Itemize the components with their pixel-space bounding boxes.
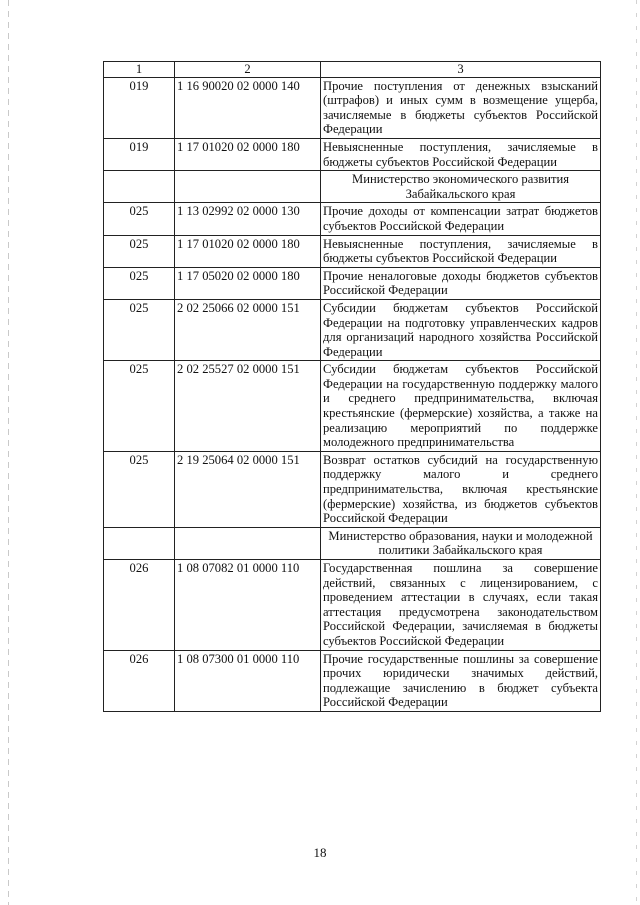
admin-code-cell: 025 [104,235,175,267]
revenue-description-cell: Прочие доходы от компенсации затрат бюджетов субъектов Российской Федерации [321,203,601,235]
page-number: 18 [313,845,327,860]
table-body [104,77,601,711]
revenue-description-cell: Субсидии бюджетам субъектов Российской Федерации на государственную поддержку малого и среднего предпринимательства, включая крестьянские (фермерские) хозяйства, а также на реализацию мероприятий по поддержке молодежного предпринимательства [321,361,601,452]
table-header-row [104,62,601,78]
budget-classification-code-cell: 2 19 25064 02 0000 151 [175,451,321,527]
budget-classification-code-cell: 1 17 01020 02 0000 180 [175,235,321,267]
revenue-description-cell: Субсидии бюджетам субъектов Российской Федерации на подготовку управленческих кадров для организаций народного хозяйства Российской Федерации [321,299,601,360]
ministry-heading-row [104,527,601,559]
admin-code-cell: 019 [104,77,175,138]
revenue-table [103,61,601,712]
ministry-title: Министерство экономического развития Забайкальского края [321,171,601,203]
empty-cell [104,171,175,203]
revenue-description-cell: Государственная пошлина за совершение действий, связанных с лицензированием, с проведением аттестации в случаях, если такая аттестация предусмотрена законодательством Российской Федерации, зачисляемая в бюджеты субъектов Российской Федерации [321,560,601,651]
table-row [104,361,601,452]
admin-code-cell: 025 [104,267,175,299]
admin-code-cell: 025 [104,203,175,235]
budget-classification-code-cell: 1 08 07082 01 0000 110 [175,560,321,651]
empty-cell [175,171,321,203]
budget-classification-code-cell: 1 17 05020 02 0000 180 [175,267,321,299]
scan-edge-left [8,0,9,905]
budget-classification-code-cell: 1 16 90020 02 0000 140 [175,77,321,138]
revenue-description-cell: Невыясненные поступления, зачисляемые в бюджеты субъектов Российской Федерации [321,235,601,267]
revenue-description-cell: Невыясненные поступления, зачисляемые в бюджеты субъектов Российской Федерации [321,138,601,170]
admin-code-cell: 025 [104,299,175,360]
column-header-1: 1 [104,62,175,78]
table-row [104,267,601,299]
column-header-3: 3 [321,62,601,78]
admin-code-cell: 025 [104,361,175,452]
ministry-title: Министерство образования, науки и молодежной политики Забайкальского края [321,527,601,559]
table-row [104,138,601,170]
budget-classification-code-cell: 1 13 02992 02 0000 130 [175,203,321,235]
budget-classification-code-cell: 2 02 25527 02 0000 151 [175,361,321,452]
admin-code-cell: 019 [104,138,175,170]
table-row [104,203,601,235]
column-header-2: 2 [175,62,321,78]
table-row [104,560,601,651]
revenue-description-cell: Прочие поступления от денежных взысканий (штрафов) и иных сумм в возмещение ущерба, зачисляемые в бюджеты субъектов Российской Федерации [321,77,601,138]
admin-code-cell: 026 [104,560,175,651]
revenue-description-cell: Возврат остатков субсидий на государственную поддержку малого и среднего предпринимательства, включая крестьянские (фермерские) хозяйства, из бюджетов субъектов Российской Федерации [321,451,601,527]
revenue-description-cell: Прочие неналоговые доходы бюджетов субъектов Российской Федерации [321,267,601,299]
empty-cell [175,527,321,559]
empty-cell [104,527,175,559]
budget-classification-code-cell: 2 02 25066 02 0000 151 [175,299,321,360]
table-row [104,451,601,527]
admin-code-cell: 026 [104,650,175,711]
table-row [104,650,601,711]
scan-edge-right [636,0,637,905]
budget-classification-code-cell: 1 17 01020 02 0000 180 [175,138,321,170]
budget-classification-code-cell: 1 08 07300 01 0000 110 [175,650,321,711]
table-row [104,235,601,267]
admin-code-cell: 025 [104,451,175,527]
revenue-description-cell: Прочие государственные пошлины за совершение прочих юридически значимых действий, подлежащие зачислению в бюджет субъекта Российской Федерации [321,650,601,711]
ministry-heading-row [104,171,601,203]
table-row [104,77,601,138]
table-row [104,299,601,360]
